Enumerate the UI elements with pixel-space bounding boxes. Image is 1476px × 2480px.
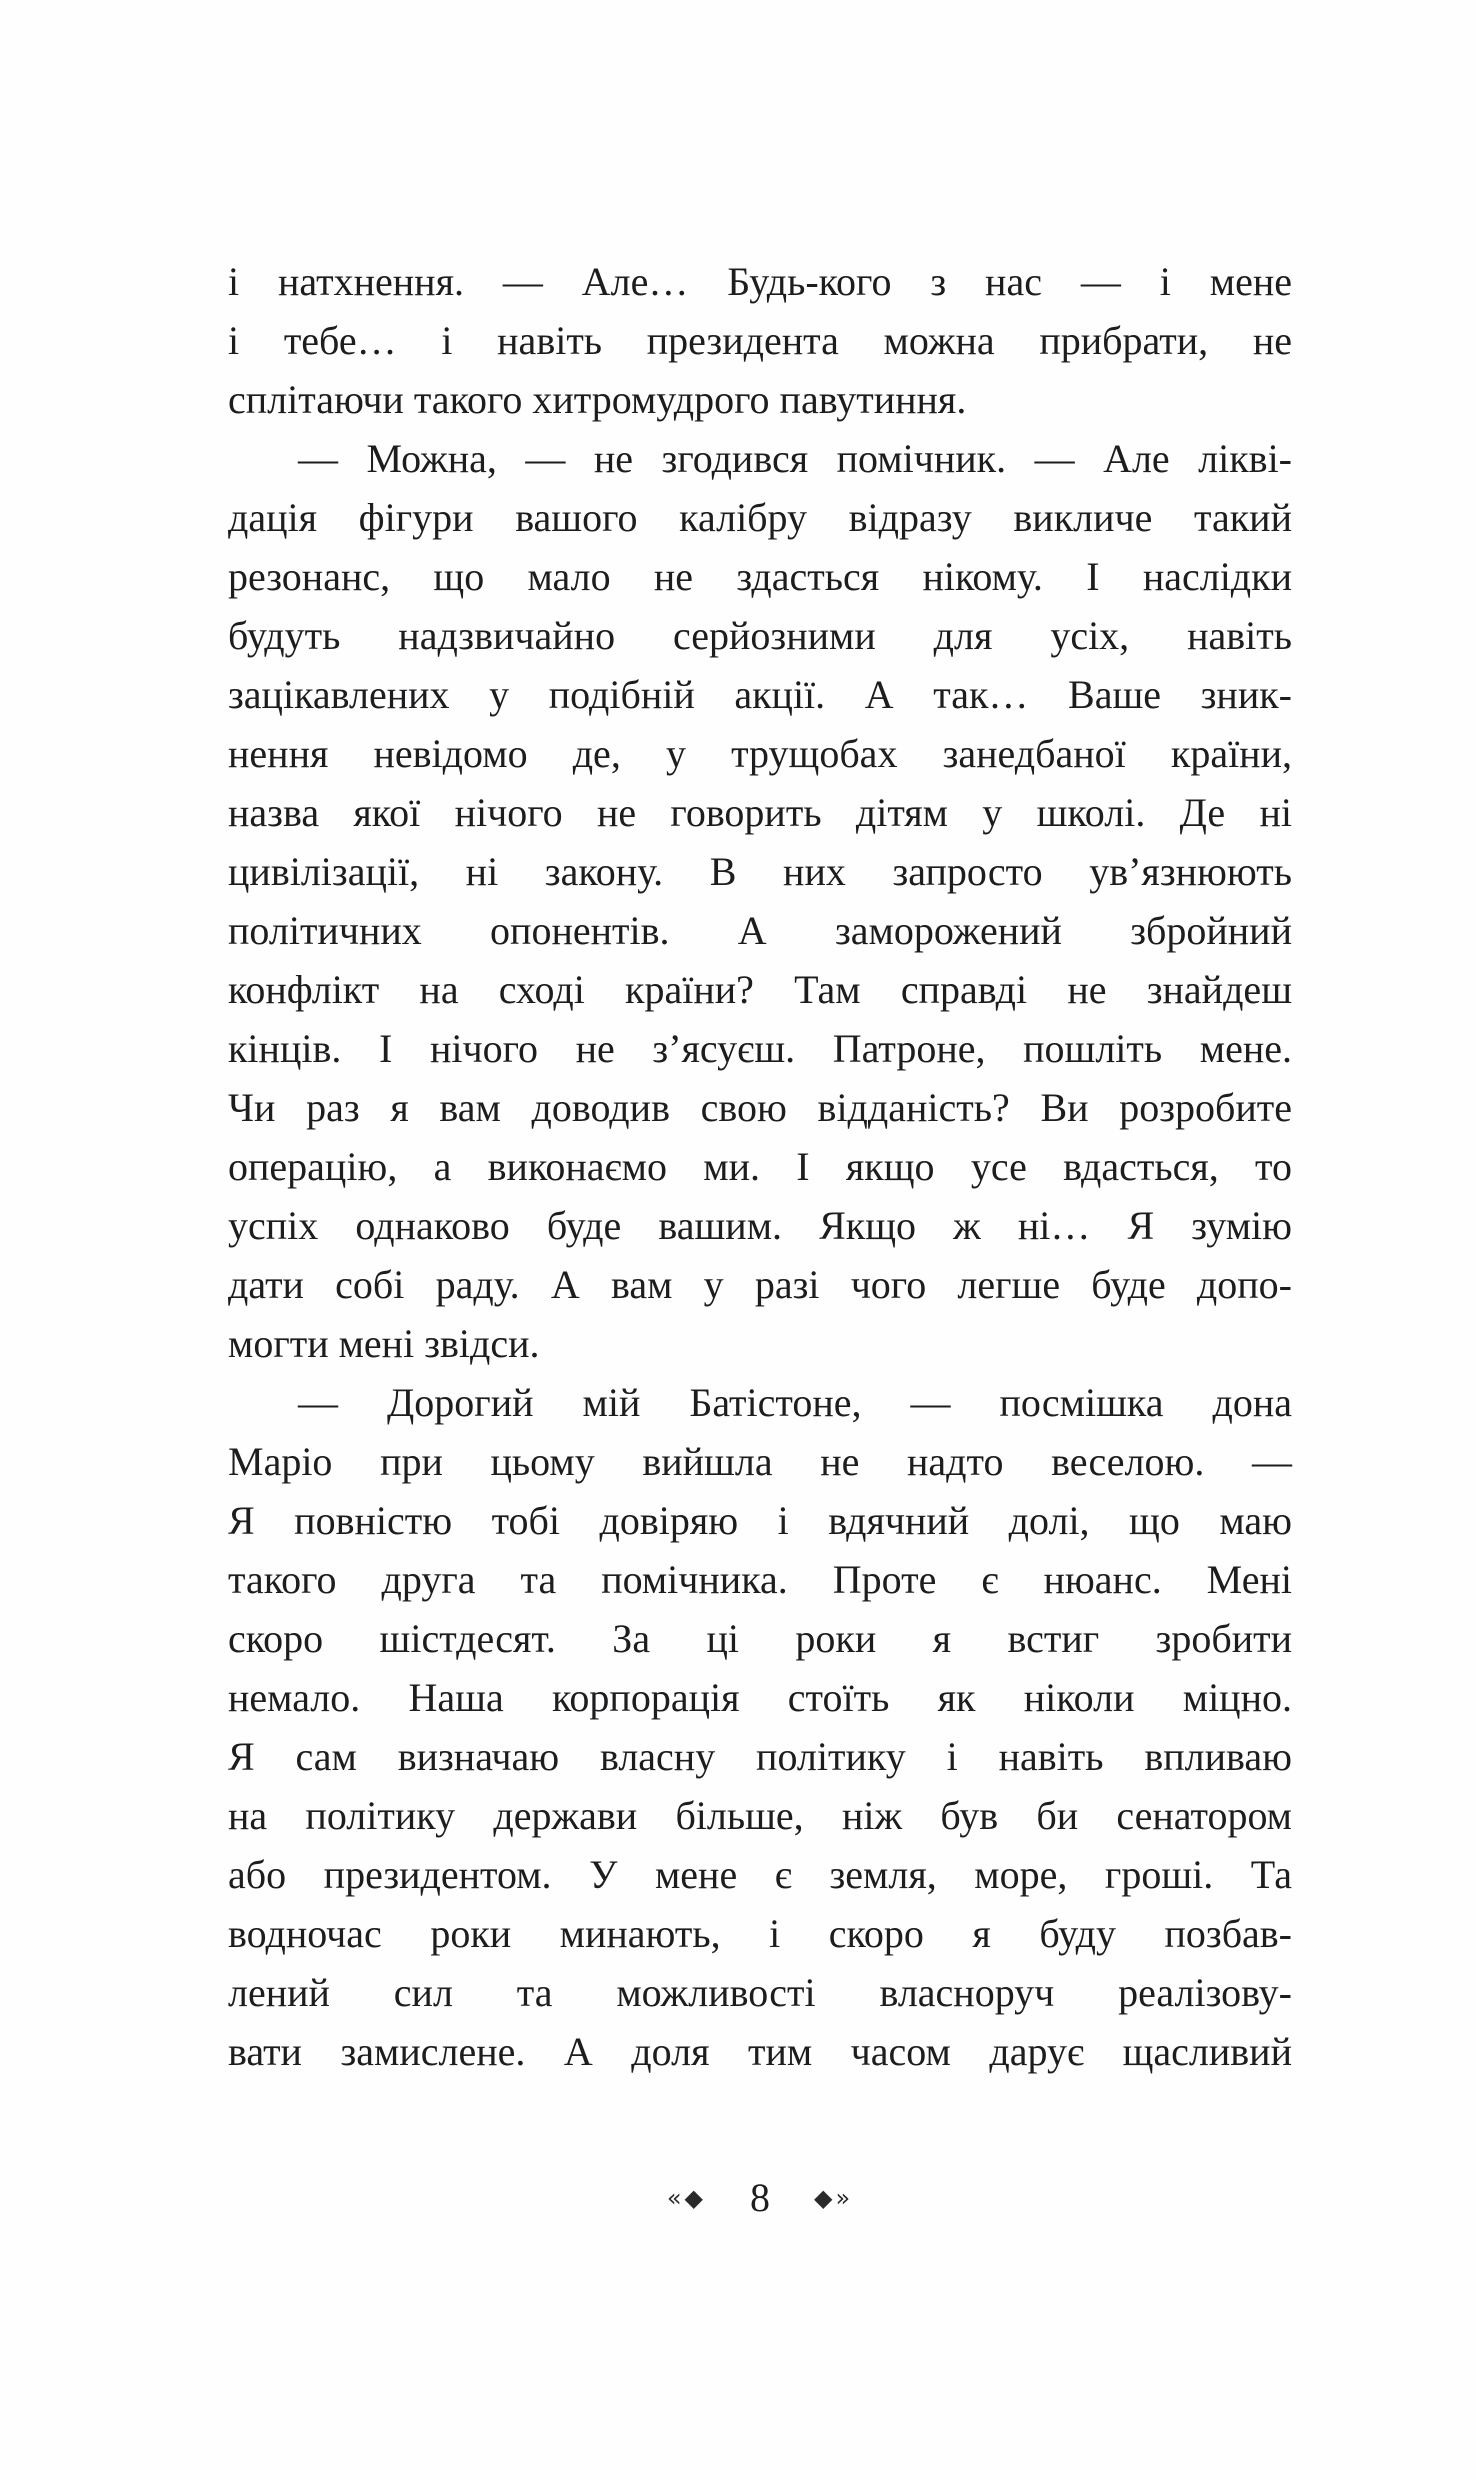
text-line: могти мені звідси.: [228, 1321, 540, 1366]
page-number: 8: [750, 2175, 770, 2220]
text-line: водночас роки минають, і скоро я буду позбав-: [228, 1911, 1292, 1956]
text-line: Я повністю тобі довіряю і вдячний долі, що маю: [228, 1498, 1292, 1543]
text-line: кінців. І нічого не з’ясуєш. Патроне, пошліть мене.: [228, 1026, 1292, 1071]
text-line: такого друга та помічника. Проте є нюанс. Мені: [228, 1557, 1292, 1602]
text-line: — Дорогий мій Батістоне, — посмішка дона: [298, 1380, 1292, 1425]
text-line: Я сам визначаю власну політику і навіть впливаю: [228, 1734, 1292, 1779]
text-line: і натхнення. — Але… Будь-кого з нас — і мене: [228, 259, 1292, 304]
text-line: зацікавлених у подібній акції. А так… Ваше зник-: [228, 672, 1292, 717]
text-line: резонанс, що мало не здасться нікому. І наслідки: [228, 554, 1292, 599]
footer-ornament-right-icon: ◆»: [814, 2184, 854, 2212]
text-line: будуть надзвичайно серйозними для усіх, навіть: [228, 613, 1292, 658]
text-line: дація фігури вашого калібру відразу викличе такий: [228, 495, 1292, 540]
text-line: назва якої нічого не говорить дітям у школі. Де ні: [228, 790, 1292, 835]
footer-ornament-left-icon: «◆: [666, 2184, 706, 2212]
text-line: конфлікт на сході країни? Там справді не знайдеш: [228, 967, 1292, 1012]
text-line: нення невідомо де, у трущобах занедбаної країни,: [228, 731, 1292, 776]
text-line: на політику держави більше, ніж був би сенатором: [228, 1793, 1292, 1838]
paragraph: [228, 252, 1292, 429]
text-line: дати собі раду. А вам у разі чого легше буде допо-: [228, 1262, 1292, 1307]
page-text: [228, 252, 1292, 2081]
text-line: операцію, а виконаємо ми. І якщо усе вдасться, то: [228, 1144, 1292, 1189]
paragraph: [228, 429, 1292, 1373]
text-line: — Можна, — не згодився помічник. — Але лікві-: [298, 436, 1292, 481]
text-line: і тебе… і навіть президента можна прибрати, не: [228, 318, 1292, 363]
paragraph: [228, 1373, 1292, 2081]
text-line: немало. Наша корпорація стоїть як ніколи міцно.: [228, 1675, 1292, 1720]
text-line: цивілізації, ні закону. В них запросто ув’язнюють: [228, 849, 1292, 894]
text-line: сплітаючи такого хитромудрого павутиння.: [228, 377, 967, 422]
text-line: вати замислене. А доля тим часом дарує щасливий: [228, 2029, 1292, 2074]
text-line: або президентом. У мене є земля, море, гроші. Та: [228, 1852, 1292, 1897]
text-line: скоро шістдесят. За ці роки я встиг зробити: [228, 1616, 1292, 1661]
text-line: лений сил та можливості власноруч реалізову-: [228, 1970, 1292, 2015]
text-line: політичних опонентів. А заморожений збройний: [228, 908, 1292, 953]
text-line: Маріо при цьому вийшла не надто веселою. —: [228, 1439, 1292, 1484]
page-footer: [228, 2168, 1292, 2228]
text-line: успіх однаково буде вашим. Якщо ж ні… Я зумію: [228, 1203, 1292, 1248]
text-line: Чи раз я вам доводив свою відданість? Ви розробите: [228, 1085, 1292, 1130]
